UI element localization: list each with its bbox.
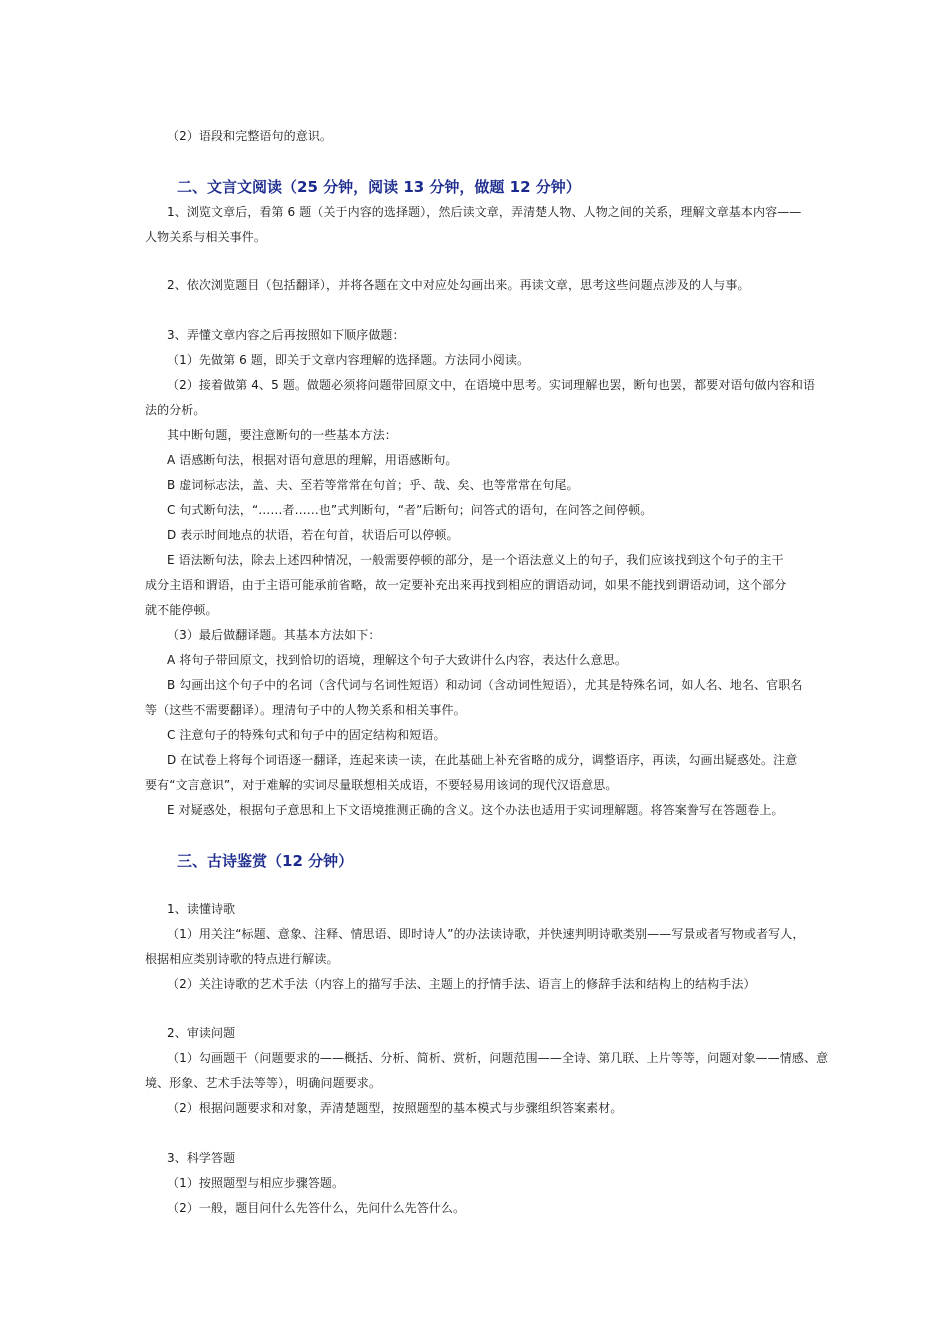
- paragraph-line: B 勾画出这个句子中的名词（含代词与名词性短语）和动词（含动词性短语），尤其是特殊名词，如人名、地名、官职名: [167, 678, 803, 692]
- paragraph-line: E 语法断句法，除去上述四种情况，一般需要停顿的部分，是一个语法意义上的句子，我们应该找到这个句子的主干: [167, 553, 784, 567]
- section-heading-classical-chinese: 二、文言文阅读（25 分钟，阅读 13 分钟，做题 12 分钟）: [177, 178, 581, 196]
- paragraph-line: （2）接着做第 4、5 题。做题必须将问题带回原文中，在语境中思考。实词理解也罢，断句也罢，都要对语句做内容和语: [167, 378, 816, 392]
- paragraph-line: （2）一般，题目问什么先答什么，先问什么先答什么。: [167, 1201, 466, 1215]
- paragraph-line: 法的分析。: [145, 403, 206, 417]
- paragraph-line: （2）根据问题要求和对象，弄清楚题型，按照题型的基本模式与步骤组织答案素材。: [167, 1101, 623, 1115]
- paragraph-line: A 语感断句法，根据对语句意思的理解，用语感断句。: [167, 453, 458, 467]
- paragraph-line: D 在试卷上将每个词语逐一翻译，连起来读一读，在此基础上补充省略的成分，调整语序，再读，勾画出疑惑处。注意: [167, 753, 798, 767]
- paragraph-line: （3）最后做翻译题。其基本方法如下：: [167, 628, 381, 642]
- paragraph-line: 2、审读问题: [167, 1026, 236, 1040]
- intro-line: （2）语段和完整语句的意识。: [167, 129, 333, 143]
- paragraph-line: 要有“文言意识”，对于难解的实词尽量联想相关成语，不要轻易用该词的现代汉语意思。: [145, 778, 618, 792]
- paragraph-line: 等（这些不需要翻译）。理清句子中的人物关系和相关事件。: [145, 703, 466, 717]
- paragraph-line: （1）先做第 6 题，即关于文章内容理解的选择题。方法同小阅读。: [167, 353, 530, 367]
- paragraph-line: C 注意句子的特殊句式和句子中的固定结构和短语。: [167, 728, 446, 742]
- paragraph-line: 3、科学答题: [167, 1151, 236, 1165]
- paragraph-line: B 虚词标志法，盖、夫、至若等常常在句首；乎、哉、矣、也等常常在句尾。: [167, 478, 579, 492]
- paragraph-line: A 将句子带回原文，找到恰切的语境，理解这个句子大致讲什么内容，表达什么意思。: [167, 653, 627, 667]
- section-heading-poetry: 三、古诗鉴赏（12 分钟）: [177, 852, 354, 870]
- paragraph-line: （2）关注诗歌的艺术手法（内容上的描写手法、主题上的抒情手法、语言上的修辞手法和结构上的结构手法）: [167, 977, 756, 991]
- paragraph-line: 1、读懂诗歌: [167, 902, 236, 916]
- paragraph-line: 根据相应类别诗歌的特点进行解读。: [145, 952, 339, 966]
- paragraph-line: 其中断句题，要注意断句的一些基本方法：: [167, 428, 397, 442]
- paragraph-line: 人物关系与相关事件。: [145, 230, 267, 244]
- paragraph-line: （1）按照题型与相应步骤答题。: [167, 1176, 345, 1190]
- paragraph-line: （1）勾画题干（问题要求的——概括、分析、简析、赏析，问题范围——全诗、第几联、上片等等，问题对象——情感、意: [167, 1051, 829, 1065]
- paragraph-line: 3、弄懂文章内容之后再按照如下顺序做题：: [167, 328, 405, 342]
- paragraph-line: （1）用关注“标题、意象、注释、情思语、即时诗人”的办法读诗歌，并快速判明诗歌类别——写景或者写物或者写人，: [167, 927, 805, 941]
- paragraph-line: E 对疑惑处，根据句子意思和上下文语境推测正确的含义。这个办法也适用于实词理解题。将答案誊写在答题卷上。: [167, 803, 784, 817]
- paragraph-line: 1、浏览文章后，看第 6 题（关于内容的选择题），然后读文章，弄清楚人物、人物之间的关系，理解文章基本内容——: [167, 205, 802, 219]
- paragraph-line: 境、形象、艺术手法等等），明确问题要求。: [145, 1076, 382, 1090]
- paragraph-line: 就不能停顿。: [145, 603, 218, 617]
- paragraph-line: 成分主语和谓语，由于主语可能承前省略，故一定要补充出来再找到相应的谓语动词，如果不能找到谓语动词，这个部分: [145, 578, 787, 592]
- paragraph-line: 2、依次浏览题目（包括翻译），并将各题在文中对应处勾画出来。再读文章，思考这些问题点涉及的人与事。: [167, 278, 750, 292]
- paragraph-line: D 表示时间地点的状语，若在句首，状语后可以停顿。: [167, 528, 459, 542]
- paragraph-line: C 句式断句法，“……者……也”式判断句，“者”后断句；问答式的语句，在问答之间停顿。: [167, 503, 653, 517]
